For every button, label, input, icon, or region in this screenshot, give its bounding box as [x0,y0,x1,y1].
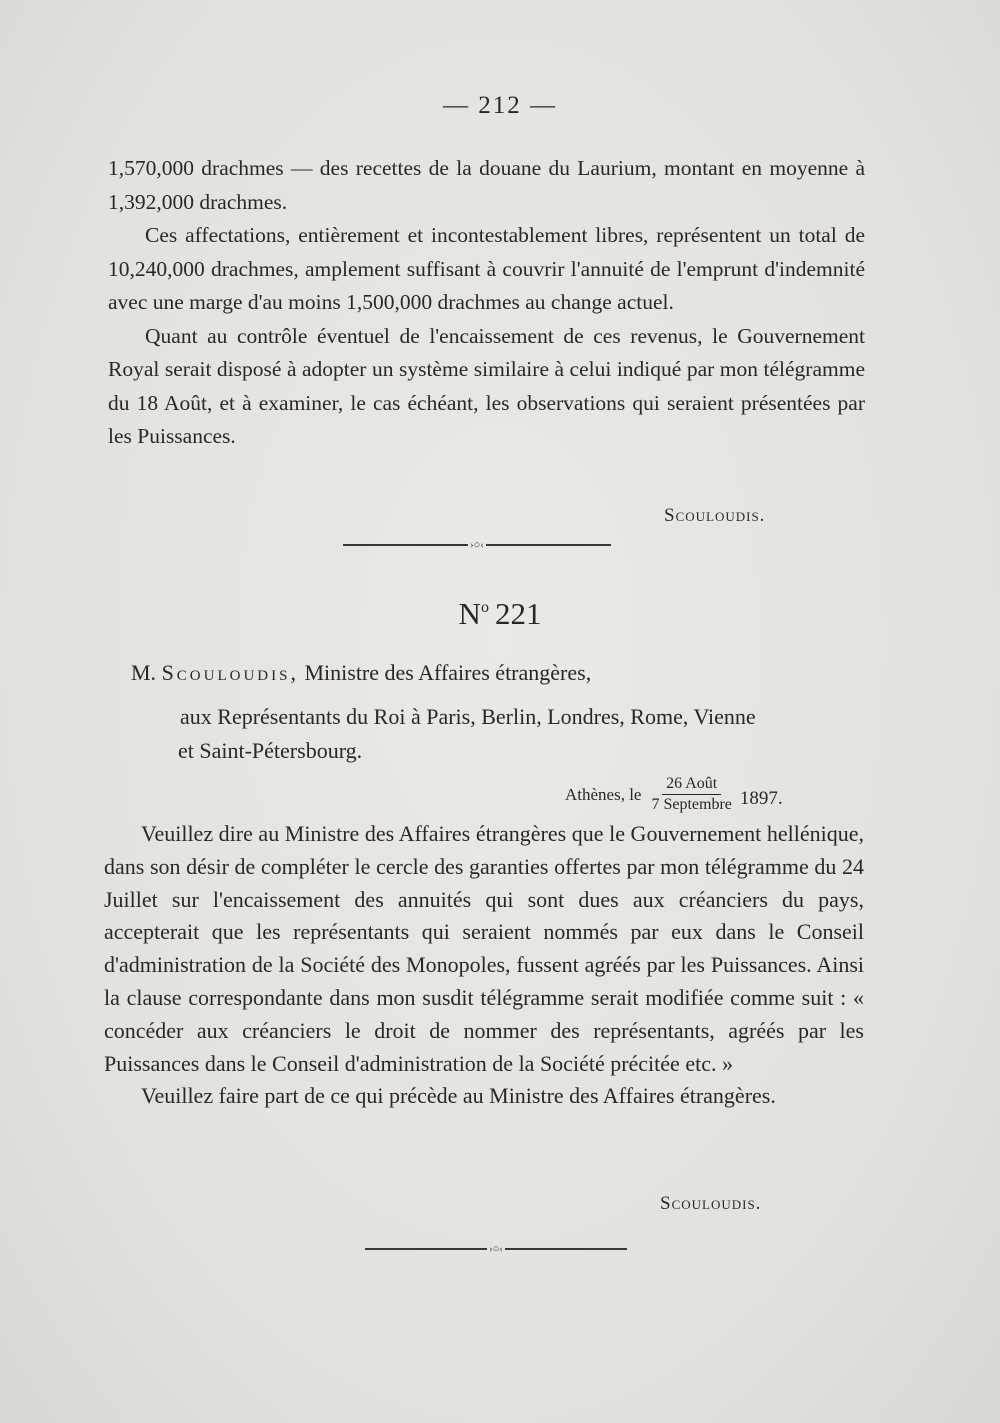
recipients-line: et Saint-Pétersbourg. [178,738,363,763]
document-number [0,596,1000,632]
date-place: Athènes, le [565,784,642,804]
paragraph: Veuillez faire part de ce qui précède au Ministre des Affaires étrangères. [141,1083,776,1109]
paragraph: Veuillez dire au Ministre des Affaires étrangères que le Gouvernement hellénique, dans son désir de compléter le cercle des garanties offertes par mon télégramme du 24 Juillet sur l'encaissement des annuités qui sont dues aux créanciers du pays, accepterait que les représentants qui seraient nommés par eux dans le Conseil d'administration de la Société des Monopoles, fussent agréés par les Puissances. Ainsi la clause correspondante dans mon susdit télégramme serait modifiée comme suit : « concéder aux créanciers le droit de nommer des représentants, agréés par les Puissances dans le Conseil d'administration de la Société précitée etc. » [104,821,864,1076]
separator-ornament: ›○‹ [470,538,484,551]
sender-line [131,660,591,686]
signature: Scouloudis. [664,505,766,526]
sender-role: Ministre des Affaires étrangères, [304,660,592,685]
sender-title: M. [131,660,157,685]
separator-line [365,1248,487,1250]
separator-line [343,544,468,546]
letter-body [104,818,864,1113]
number-suffix: o [480,599,489,616]
signature: Scouloudis. [660,1193,762,1214]
separator-ornament: ›○‹ [489,1242,503,1255]
separator-line [505,1248,627,1250]
separator-line [486,544,611,546]
recipients-line: aux Représentants du Roi à Paris, Berlin, Londres, Rome, Vienne [180,704,756,729]
sender-name: Scouloudis, [161,660,299,685]
page-number: — 212 — [443,92,557,119]
number-value: 221 [494,596,542,631]
date-gregorian: 7 Septembre [651,796,732,813]
ornamental-separator [365,1242,645,1256]
date-fraction [651,775,731,814]
paragraph: Quant au contrôle éventuel de l'encaissement de ces revenus, le Gouvernement Royal serait disposé à adopter un système similaire à celui indiqué par mon télégramme du 18 Août, et à examiner, le cas échéant, les observations qui seraient présentées par les Puissances. [108,323,865,448]
number-prefix: N [458,596,481,631]
letter-continuation-body [108,152,865,454]
paragraph: Ces affectations, entièrement et incontestablement libres, représentent un total de 10,240,000 drachmes, amplement suffisant à couvrir l'annuité de l'emprunt d'indemnité avec une marge d'au moins 1,500,000 drachmes au change actuel. [108,223,865,314]
recipients [180,700,860,768]
paragraph: 1,570,000 drachmes — des recettes de la douane du Laurium, montant en moyenne à 1,392,000 drachmes. [108,156,865,214]
ornamental-separator [343,538,628,552]
date-year: 1897. [739,787,783,809]
dateline [565,775,783,814]
date-julian: 26 Août [662,775,721,795]
